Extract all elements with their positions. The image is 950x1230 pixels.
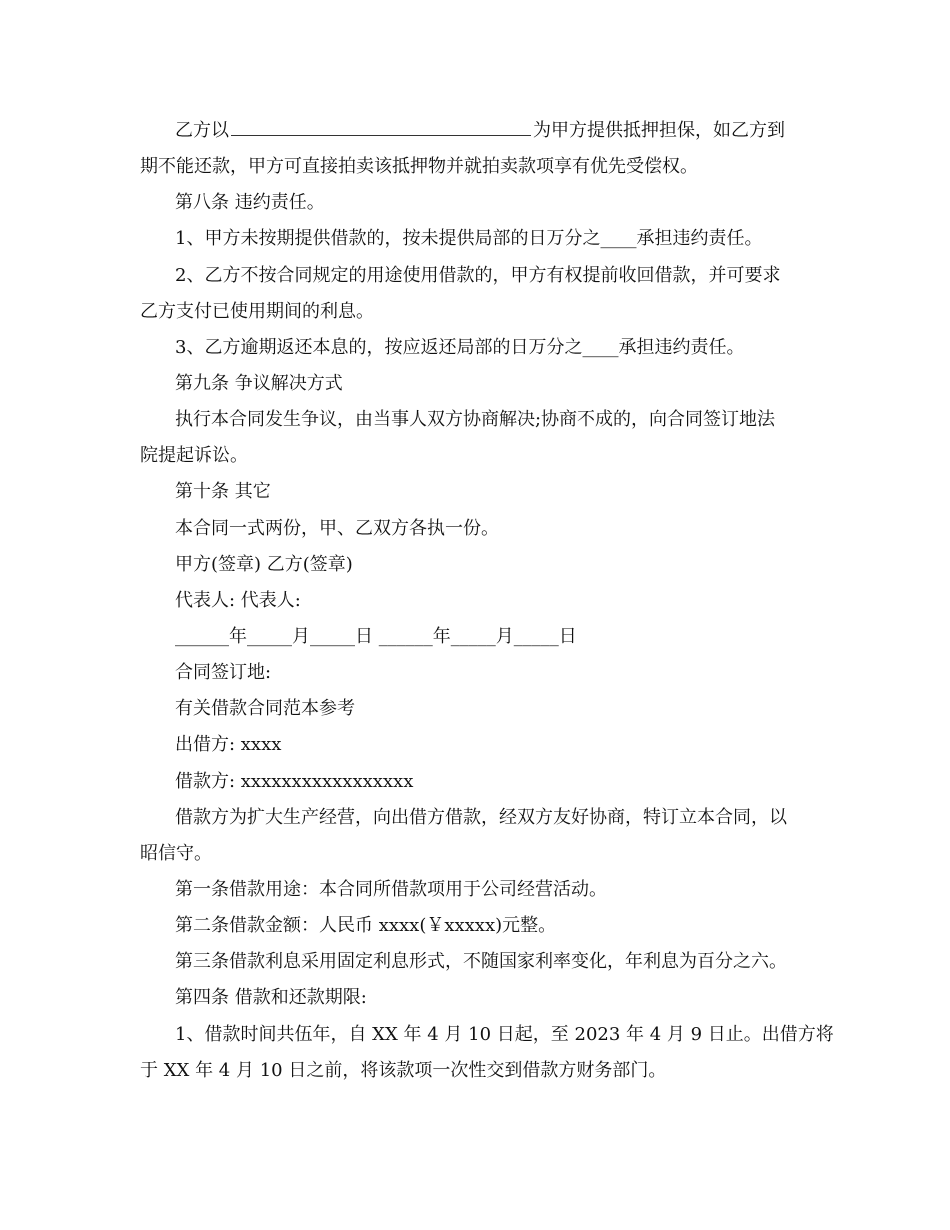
text-line: 第三条借款利息采用固定利息形式，不随国家利率变化，年利息为百分之六。 <box>175 951 787 973</box>
text-line: 于 XX 年 4 月 10 日之前，将该款项一次性交到借款方财务部门。 <box>140 1059 667 1081</box>
collateral-prefix: 乙方以 <box>175 120 229 141</box>
text-line: 1、甲方未按期提供借款的，按未提供局部的日万分之____承担违约责任。 <box>175 228 763 250</box>
text-line: 出借方: xxxx <box>175 734 282 756</box>
text-line: 执行本合同发生争议，由当事人双方协商解决;协商不成的，向合同签订地法 <box>175 409 776 431</box>
text-line: 2、乙方不按合同规定的用途使用借款的，甲方有权提前收回借款，并可要求 <box>175 264 781 286</box>
collateral-suffix: 为甲方提供抵押担保，如乙方到 <box>533 120 785 141</box>
text-line: 3、乙方逾期返还本息的，按应返还局部的日万分之____承担违约责任。 <box>175 336 745 358</box>
text-line: 有关借款合同范本参考 <box>175 698 355 720</box>
text-line: 第八条 违约责任。 <box>175 192 325 214</box>
text-line: 昭信守。 <box>140 842 212 864</box>
text-line: 合同签订地: <box>175 662 272 684</box>
text-line: 院提起诉讼。 <box>140 445 248 467</box>
text-line: 借款方: xxxxxxxxxxxxxxxxx <box>175 770 414 792</box>
text-line: 乙方支付已使用期间的利息。 <box>140 300 374 322</box>
text-line: 第二条借款金额：人民币 xxxx(￥xxxxx)元整。 <box>175 915 557 937</box>
text-line: 借款方为扩大生产经营，向出借方借款，经双方友好协商，特订立本合同，以 <box>175 806 787 828</box>
document-body <box>140 113 834 1089</box>
text-line: 本合同一式两份，甲、乙双方各执一份。 <box>175 517 499 539</box>
text-line: 代表人: 代表人: <box>175 589 301 611</box>
collateral-line <box>140 113 820 149</box>
text-line: 甲方(签章) 乙方(签章) <box>175 553 353 575</box>
text-line: 第九条 争议解决方式 <box>175 372 343 394</box>
text-line: 1、借款时间共伍年，自 XX 年 4 月 10 日起，至 2023 年 4 月 9 日止。出借方将 <box>175 1023 834 1045</box>
text-line: 第四条 借款和还款期限: <box>175 987 367 1009</box>
collateral-blank <box>231 113 531 136</box>
collateral-continuation: 期不能还款，甲方可直接拍卖该抵押物并就拍卖款项享有优先受偿权。 <box>140 156 698 178</box>
text-line: 第一条借款用途：本合同所借款项用于公司经营活动。 <box>175 878 607 900</box>
text-line: ______年_____月_____日 ______年_____月_____日 <box>175 625 577 647</box>
text-line: 第十条 其它 <box>175 481 271 503</box>
